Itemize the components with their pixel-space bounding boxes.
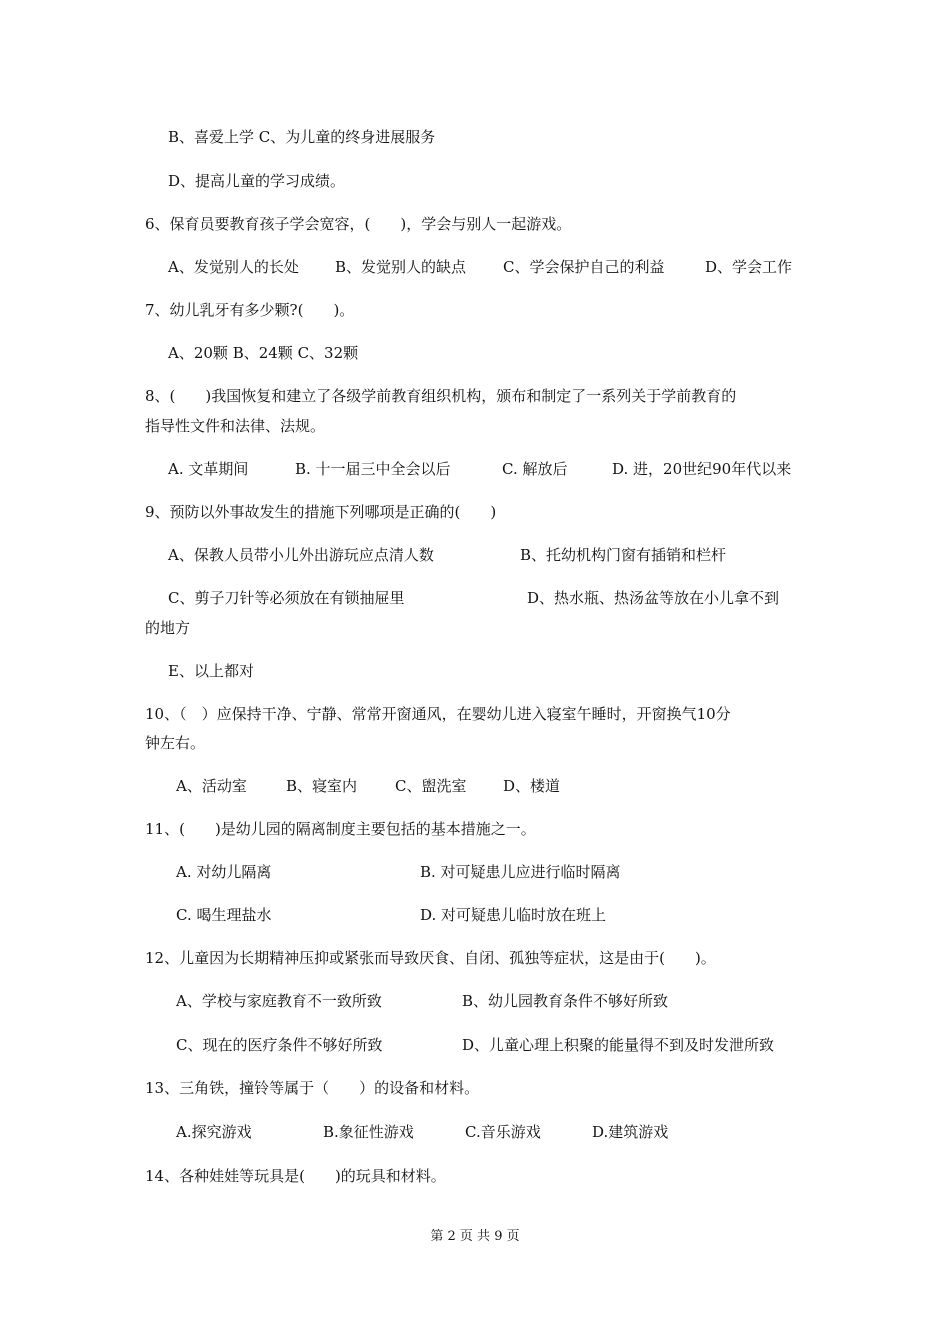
q13-option-b: B.象征性游戏 bbox=[323, 1123, 414, 1141]
q10-option-c: C、盥洗室 bbox=[395, 777, 467, 795]
q12-option-b: B、幼儿园教育条件不够好所致 bbox=[462, 992, 669, 1010]
q6-option-b: B、发觉别人的缺点 bbox=[335, 258, 467, 276]
q13-option-d: D.建筑游戏 bbox=[592, 1123, 669, 1141]
q8-option-d: D. 进，20世纪90年代以来 bbox=[612, 460, 792, 478]
q14-stem: 14、各种娃娃等玩具是( )的玩具和材料。 bbox=[145, 1167, 446, 1185]
q8-stem-line-1: 8、( )我国恢复和建立了各级学前教育组织机构，颁布和制定了一系列关于学前教育的 bbox=[145, 387, 737, 405]
q10-option-a: A、活动室 bbox=[176, 777, 247, 795]
q12-option-d: D、儿童心理上积聚的能量得不到及时发泄所致 bbox=[462, 1036, 775, 1054]
q13-stem: 13、三角铁，撞铃等属于（ ）的设备和材料。 bbox=[145, 1079, 480, 1097]
q10-stem-line-1: 10、（ ）应保持干净、宁静、常常开窗通风，在婴幼儿进入寝室午睡时，开窗换气10分 bbox=[145, 705, 731, 723]
q11-option-c: C. 喝生理盐水 bbox=[176, 906, 272, 924]
q13-option-c: C.音乐游戏 bbox=[465, 1123, 541, 1141]
q8-option-b: B. 十一届三中全会以后 bbox=[295, 460, 451, 478]
q12-stem: 12、儿童因为长期精神压抑或紧张而导致厌食、自闭、孤独等症状，这是由于( )。 bbox=[145, 949, 716, 967]
q9-option-b: B、托幼机构门窗有插销和栏杆 bbox=[520, 546, 727, 564]
q6-option-c: C、学会保护自己的利益 bbox=[503, 258, 665, 276]
q13-option-a: A.探究游戏 bbox=[176, 1123, 252, 1141]
q5-option-line-2: D、提高儿童的学习成绩。 bbox=[168, 172, 346, 190]
q9-option-c: C、剪子刀针等必须放在有锁抽屉里 bbox=[168, 589, 405, 607]
q11-stem: 11、( )是幼儿园的隔离制度主要包括的基本措施之一。 bbox=[145, 820, 536, 838]
q6-option-a: A、发觉别人的长处 bbox=[168, 258, 299, 276]
q11-option-b: B. 对可疑患儿应进行临时隔离 bbox=[420, 863, 621, 881]
q12-option-a: A、学校与家庭教育不一致所致 bbox=[176, 992, 382, 1010]
q9-option-d-continued: 的地方 bbox=[145, 619, 191, 637]
q10-stem-line-2: 钟左右。 bbox=[145, 734, 206, 752]
q8-option-c: C. 解放后 bbox=[502, 460, 568, 478]
q11-option-a: A. 对幼儿隔离 bbox=[176, 863, 272, 881]
q9-option-e: E、以上都对 bbox=[168, 662, 254, 680]
q6-option-d: D、学会工作 bbox=[705, 258, 793, 276]
q12-option-c: C、现在的医疗条件不够好所致 bbox=[176, 1036, 383, 1054]
q6-stem: 6、保育员要教育孩子学会宽容，( )，学会与别人一起游戏。 bbox=[145, 215, 572, 233]
q9-stem: 9、预防以外事故发生的措施下列哪项是正确的( ) bbox=[145, 503, 497, 521]
q10-option-b: B、寝室内 bbox=[286, 777, 358, 795]
q11-option-d: D. 对可疑患儿临时放在班上 bbox=[420, 906, 607, 924]
q7-stem: 7、幼儿乳牙有多少颗?( )。 bbox=[145, 301, 355, 319]
q8-stem-line-2: 指导性文件和法律、法规。 bbox=[145, 417, 326, 435]
q5-option-line-1: B、喜爱上学 C、为儿童的终身进展服务 bbox=[168, 128, 436, 146]
page-number-footer: 第 2 页 共 9 页 bbox=[430, 1229, 520, 1244]
q9-option-a: A、保教人员带小儿外出游玩应点清人数 bbox=[168, 546, 434, 564]
q9-option-d: D、热水瓶、热汤盆等放在小儿拿不到 bbox=[527, 589, 780, 607]
q10-option-d: D、楼道 bbox=[503, 777, 561, 795]
q7-options: A、20颗 B、24颗 C、32颗 bbox=[168, 344, 359, 362]
q8-option-a: A. 文革期间 bbox=[168, 460, 249, 478]
